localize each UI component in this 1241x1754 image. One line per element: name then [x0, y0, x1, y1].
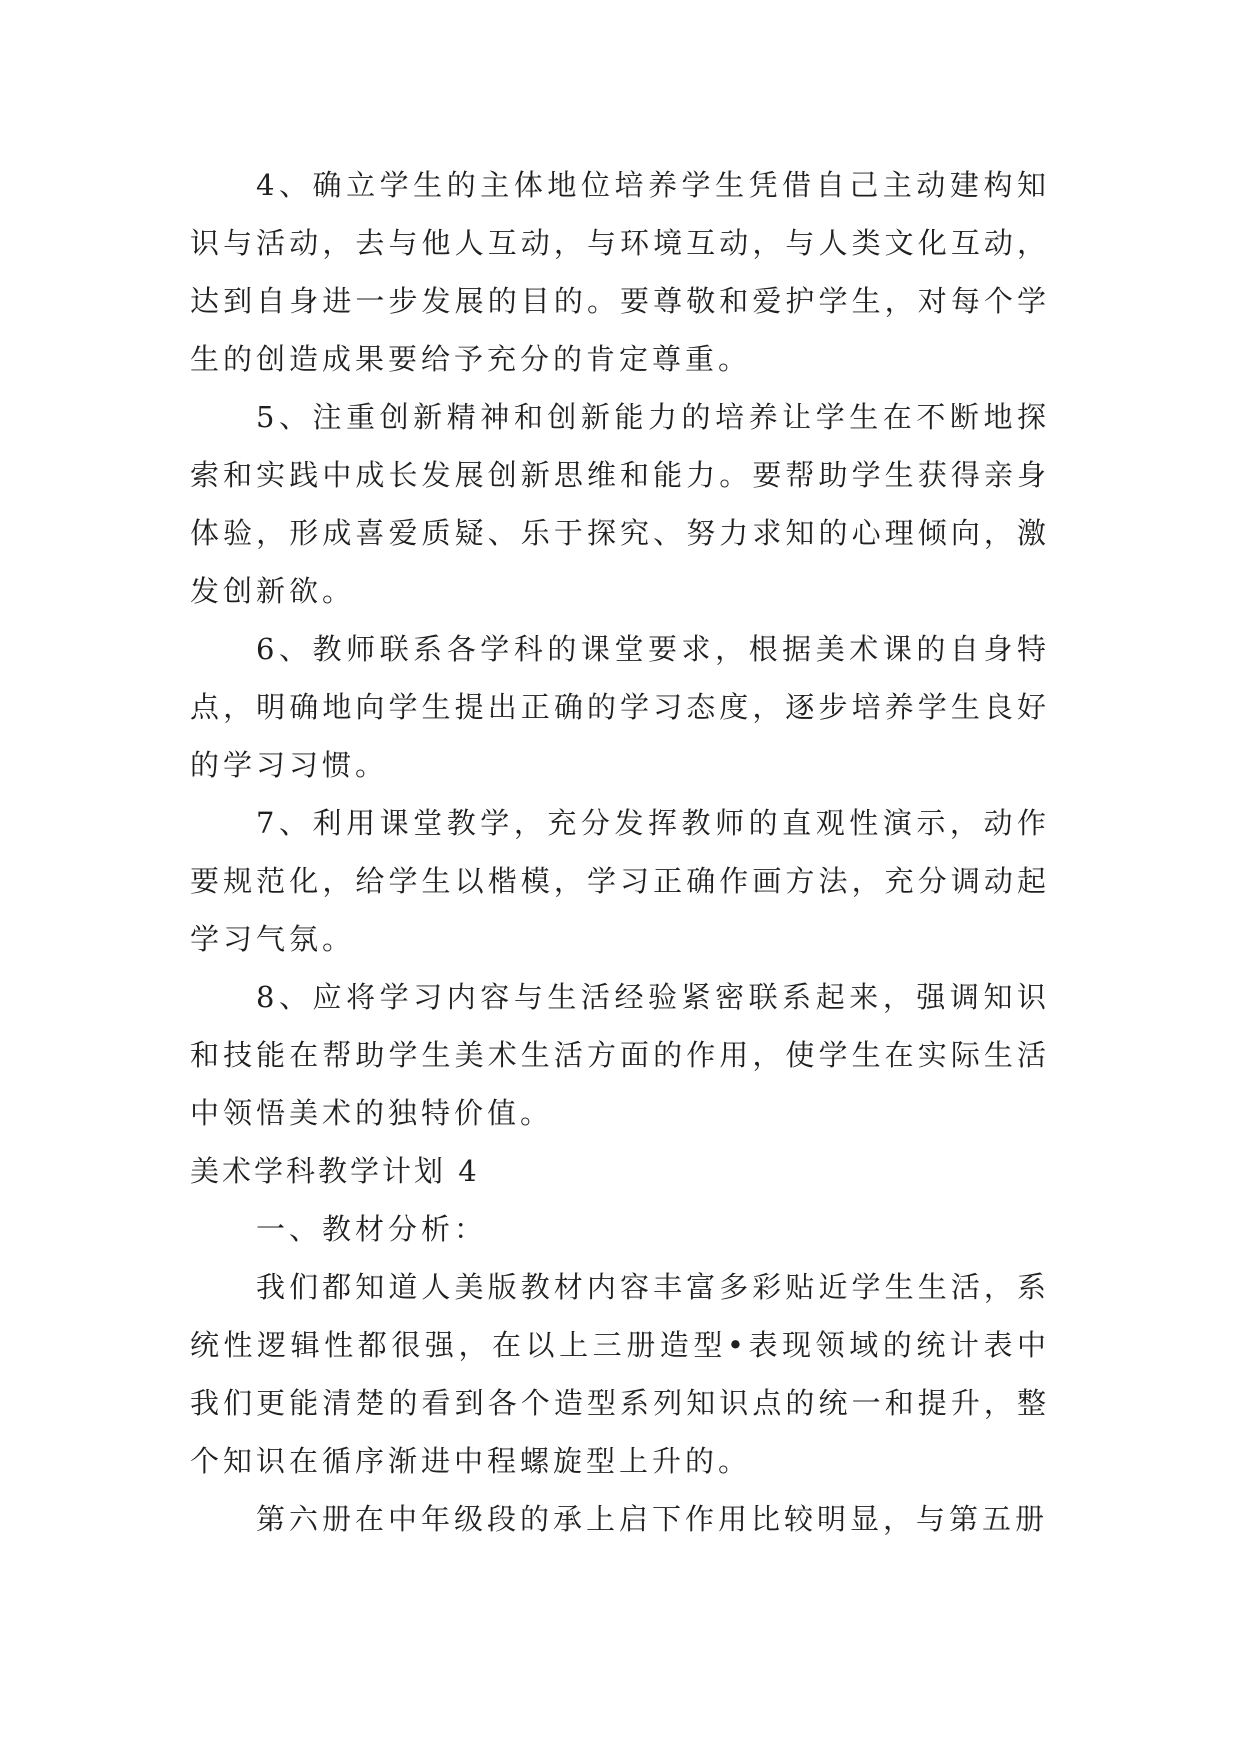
section-paragraph-continued: 第六册在中年级段的承上启下作用比较明显，与第五册 — [256, 1502, 1049, 1536]
paragraph-item-5: 5、注重创新精神和创新能力的培养让学生在不断地探索和实践中成长发展创新思维和能力。要帮助学生获得亲身体验，形成喜爱质疑、乐于探究、努力求知的心理倾向，激发创新欲。 — [190, 400, 1050, 608]
paragraph-item-6: 6、教师联系各学科的课堂要求，根据美术课的自身特点，明确地向学生提出正确的学习态度，逐步培养学生良好的学习习惯。 — [190, 632, 1050, 782]
document-body — [190, 156, 1050, 1548]
paragraph-item-7: 7、利用课堂教学，充分发挥教师的直观性演示，动作要规范化，给学生以楷模，学习正确作画方法，充分调动起学习气氛。 — [190, 806, 1050, 956]
section-subheading: 一、教材分析： — [256, 1212, 488, 1246]
section-title: 美术学科教学计划 4 — [190, 1154, 480, 1188]
paragraph-item-8: 8、应将学习内容与生活经验紧密联系起来，强调知识和技能在帮助学生美术生活方面的作用，使学生在实际生活中领悟美术的独特价值。 — [190, 980, 1050, 1130]
section-paragraph: 我们都知道人美版教材内容丰富多彩贴近学生生活，系统性逻辑性都很强，在以上三册造型•表现领域的统计表中我们更能清楚的看到各个造型系列知识点的统一和提升，整个知识在循序渐进中程螺旋型上升的。 — [190, 1270, 1050, 1478]
paragraph-item-4: 4、确立学生的主体地位培养学生凭借自己主动建构知识与活动，去与他人互动，与环境互动，与人类文化互动，达到自身进一步发展的目的。要尊敬和爱护学生，对每个学生的创造成果要给予充分的肯定尊重。 — [190, 168, 1050, 376]
